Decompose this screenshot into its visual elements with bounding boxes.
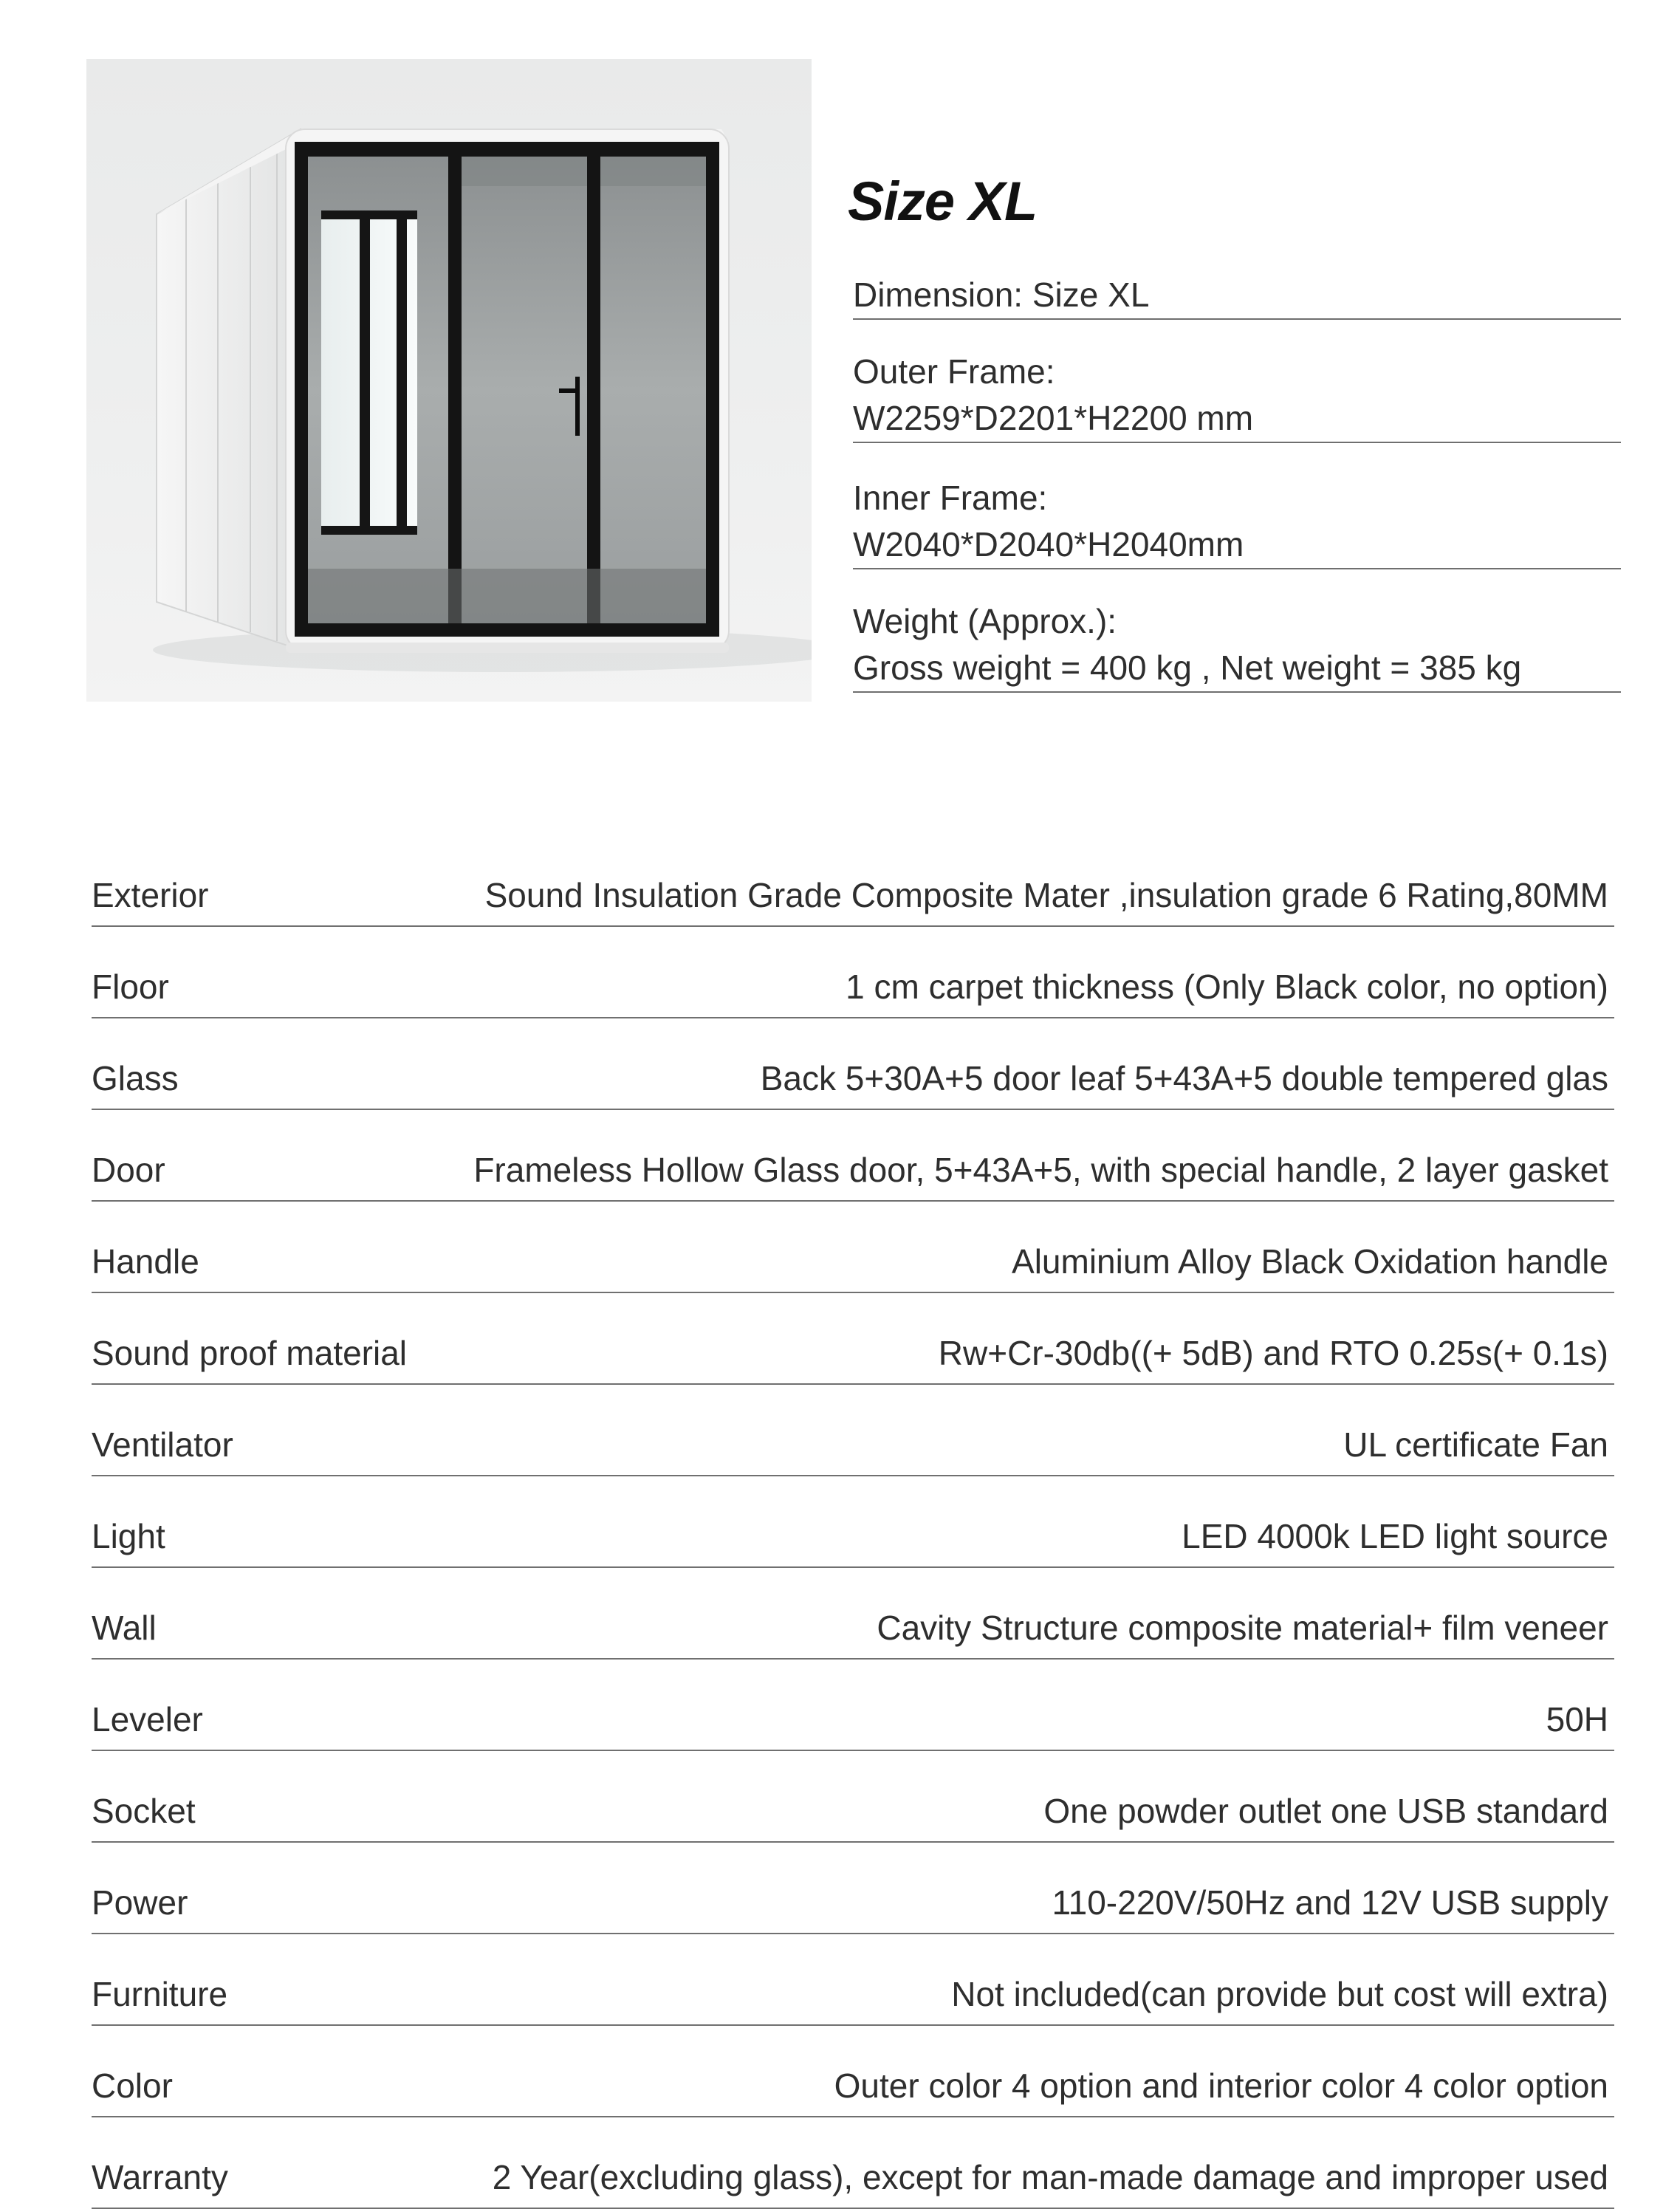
- inner-frame-label: Inner Frame:: [853, 479, 1048, 517]
- spec-row-light: [92, 1476, 1614, 1568]
- weight-label: Weight (Approx.):: [853, 602, 1117, 640]
- spec-row-handle: [92, 1202, 1614, 1293]
- spec-label: Color: [92, 2066, 173, 2105]
- spec-row-socket: [92, 1751, 1614, 1843]
- dimension-line: Dimension: Size XL: [853, 275, 1150, 314]
- spec-label: Door: [92, 1151, 165, 1189]
- spec-value: Aluminium Alloy Black Oxidation handle: [1012, 1242, 1608, 1281]
- spec-label: Furniture: [92, 1975, 228, 2013]
- spec-row-ventilator: [92, 1385, 1614, 1476]
- spec-row-sound-proof: [92, 1293, 1614, 1385]
- spec-row-leveler: [92, 1660, 1614, 1751]
- spec-value: Outer color 4 option and interior color 4 color option: [834, 2066, 1608, 2105]
- spec-label: Light: [92, 1517, 165, 1555]
- dimension-item: [853, 272, 1621, 320]
- spec-row-warranty: [92, 2117, 1614, 2209]
- spec-label: Exterior: [92, 876, 209, 914]
- spec-label: Ventilator: [92, 1425, 233, 1464]
- spec-value: 110-220V/50Hz and 12V USB supply: [1052, 1883, 1608, 1922]
- spec-value: 50H: [1546, 1700, 1608, 1739]
- weight-value: Gross weight = 400 kg , Net weight = 385 kg: [853, 648, 1522, 687]
- spec-row-furniture: [92, 1934, 1614, 2026]
- spec-value: 1 cm carpet thickness (Only Black color, no option): [846, 967, 1608, 1006]
- spec-value: Frameless Hollow Glass door, 5+43A+5, with special handle, 2 layer gasket: [473, 1151, 1608, 1189]
- spec-table: [92, 835, 1614, 2209]
- spec-value: Rw+Cr-30db((+ 5dB) and RTO 0.25s(+ 0.1s): [938, 1334, 1608, 1372]
- spec-label: Power: [92, 1883, 188, 1922]
- spec-value: Back 5+30A+5 door leaf 5+43A+5 double tempered glas: [760, 1059, 1608, 1097]
- spec-row-color: [92, 2026, 1614, 2117]
- spec-label: Handle: [92, 1242, 199, 1281]
- weight-item: [853, 598, 1621, 693]
- spec-row-floor: [92, 927, 1614, 1018]
- spec-label: Leveler: [92, 1700, 203, 1739]
- spec-row-exterior: [92, 835, 1614, 927]
- outer-frame-value: W2259*D2201*H2200 mm: [853, 399, 1254, 437]
- spec-row-door: [92, 1110, 1614, 1202]
- spec-value: 2 Year(excluding glass), except for man-made damage and improper used: [492, 2158, 1608, 2196]
- spec-value: Sound Insulation Grade Composite Mater ,insulation grade 6 Rating,80MM: [484, 876, 1608, 914]
- spec-value: One powder outlet one USB standard: [1043, 1792, 1608, 1830]
- spec-value: UL certificate Fan: [1343, 1425, 1608, 1464]
- outer-frame-label: Outer Frame:: [853, 352, 1055, 391]
- outer-frame-item: [853, 349, 1621, 443]
- spec-row-power: [92, 1843, 1614, 1934]
- spec-row-glass: [92, 1018, 1614, 1110]
- inner-frame-item: [853, 475, 1621, 569]
- spec-label: Socket: [92, 1792, 196, 1830]
- spec-value: Cavity Structure composite material+ film veneer: [877, 1609, 1608, 1647]
- spec-row-wall: [92, 1568, 1614, 1660]
- inner-frame-value: W2040*D2040*H2040mm: [853, 525, 1244, 564]
- spec-label: Glass: [92, 1059, 179, 1097]
- page-title: Size XL: [848, 171, 1038, 232]
- booth-illustration: [86, 59, 812, 702]
- product-image: [86, 59, 812, 702]
- spec-value: Not included(can provide but cost will extra): [951, 1975, 1608, 2013]
- spec-label: Warranty: [92, 2158, 228, 2196]
- spec-label: Wall: [92, 1609, 157, 1647]
- spec-label: Floor: [92, 967, 169, 1006]
- spec-value: LED 4000k LED light source: [1182, 1517, 1608, 1555]
- spec-label: Sound proof material: [92, 1334, 408, 1372]
